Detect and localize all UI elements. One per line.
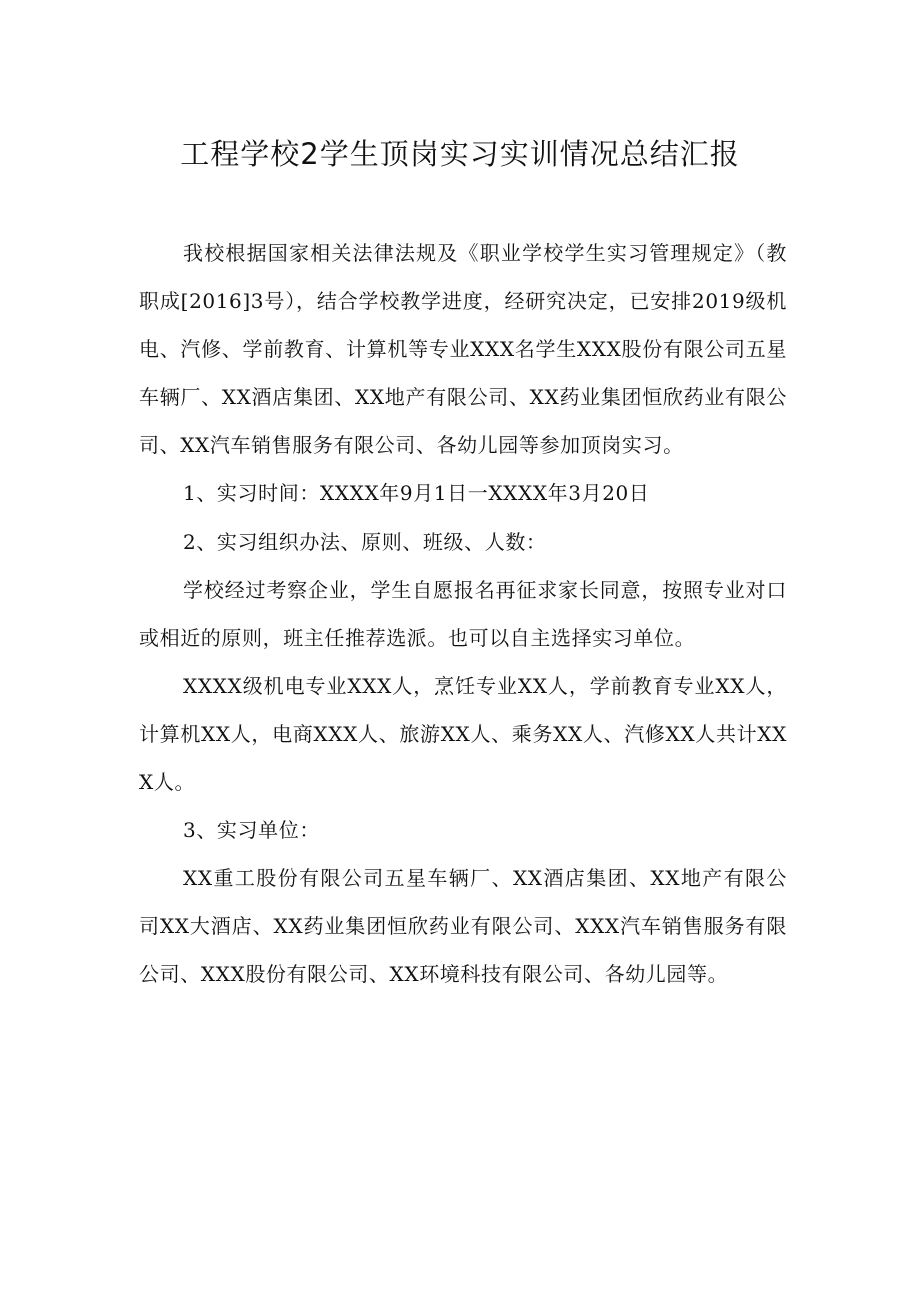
document-body (139, 229, 787, 999)
paragraph-organization-method: 学校经过考察企业，学生自愿报名再征求家长同意，按照专业对口或相近的原则，班主任推荐选派。也可以自主选择实习单位。 (139, 577, 787, 650)
paragraph-units-heading: 3、实习单位： (183, 818, 320, 843)
paragraph-student-counts: XXXX级机电专业XXX人，烹饪专业XX人，学前教育专业XX人，计算机XX人，电商XXX人、旅游XX人、乘务XX人、汽修XX人共计XXX人。 (139, 673, 787, 795)
paragraph-units-list: XX重工股份有限公司五星车辆厂、XX酒店集团、XX地产有限公司XX大酒店、XX药业集团恒欣药业有限公司、XXX汽车销售服务有限公司、XXX股份有限公司、XX环境科技有限公司、各幼儿园等。 (139, 866, 787, 987)
document-title: 工程学校2学生顶岗实习实训情况总结汇报 (180, 137, 740, 171)
paragraph-intro: 我校根据国家相关法律法规及《职业学校学生实习管理规定》（教职成[2016]3号），结合学校教学进度，经研究决定，已安排2019级机电、汽修、学前教育、计算机等专业XXX名学生XXX股份有限公司五星车辆厂、XX酒店集团、XX地产有限公司、XX药业集团恒欣药业有限公司、XX汽车销售服务有限公司、各幼儿园等参加顶岗实习。 (139, 241, 787, 458)
paragraph-internship-time: 1、实习时间：XXXX年9月1日一XXXX年3月20日 (183, 481, 650, 506)
paragraph-organization-heading: 2、实习组织办法、原则、班级、人数： (183, 529, 547, 554)
